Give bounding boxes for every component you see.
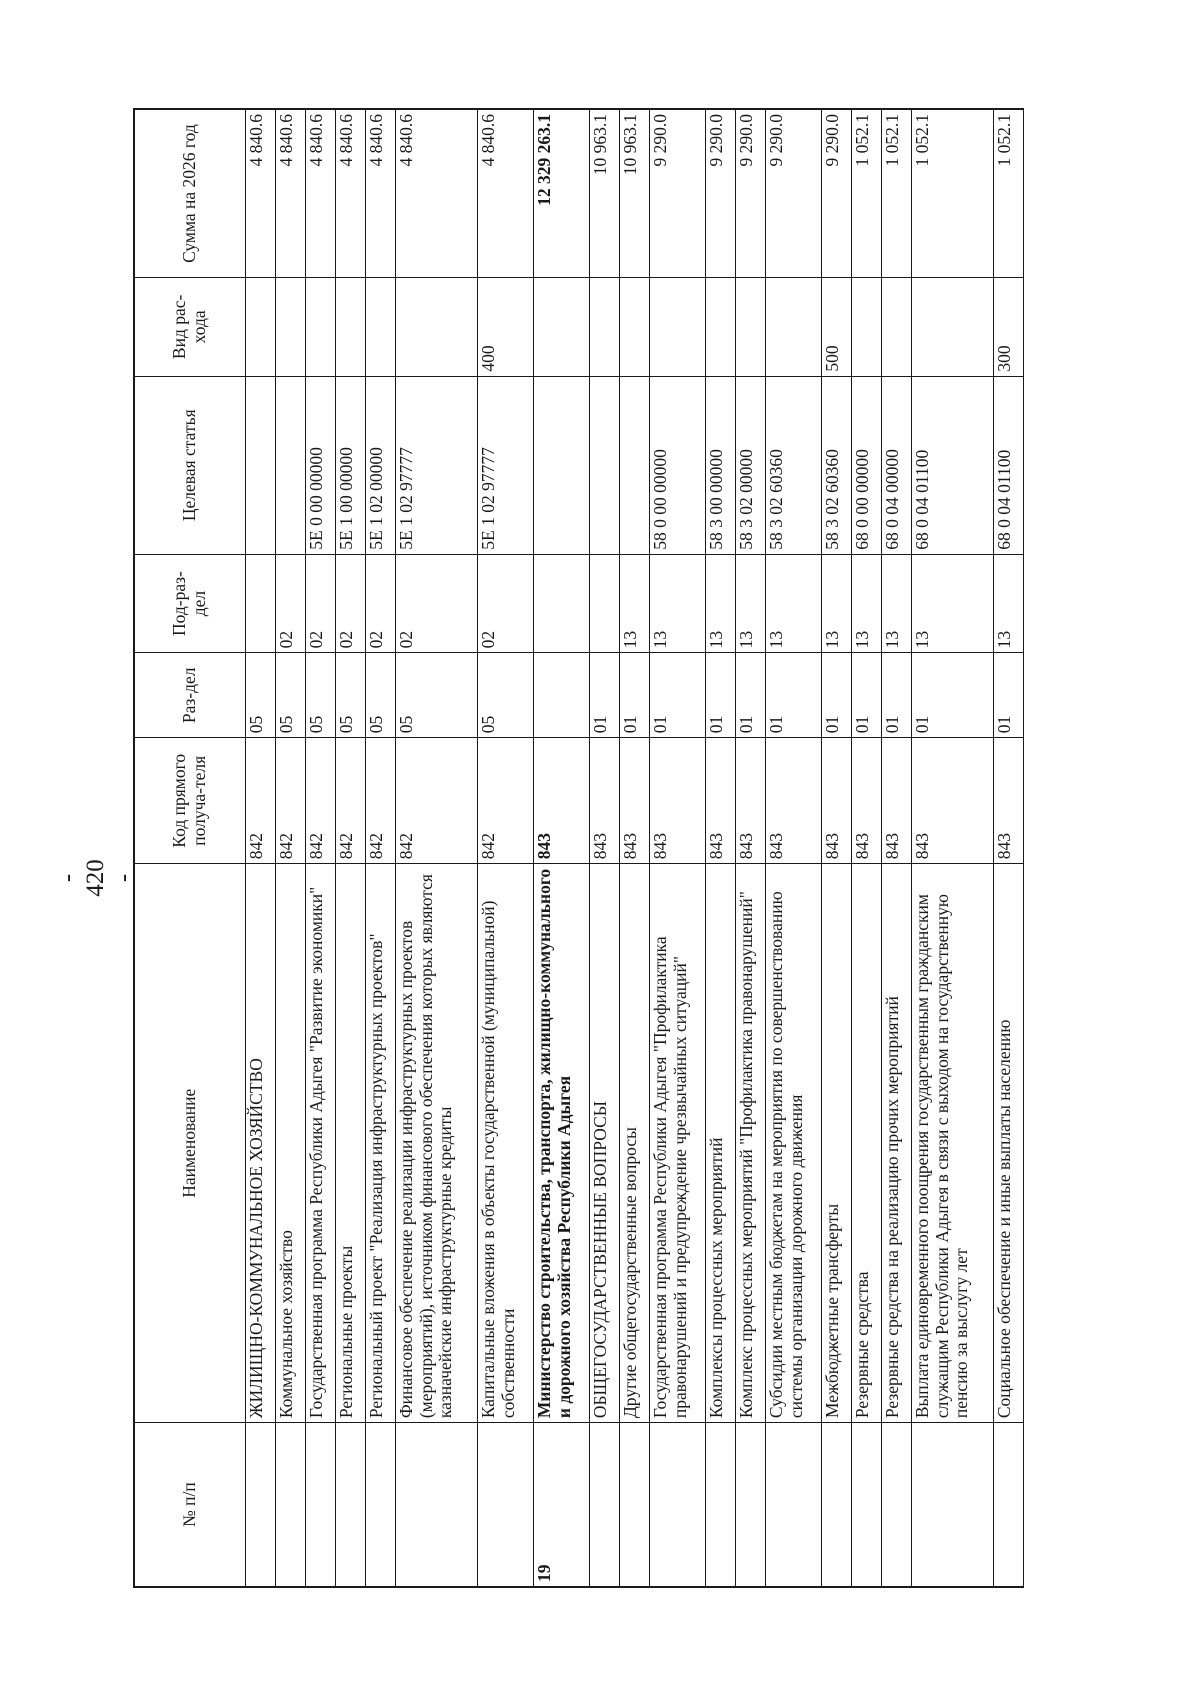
- cell-vid: [534, 278, 590, 377]
- cell-num: [994, 1423, 1024, 1587]
- cell-razdel: [534, 653, 590, 738]
- cell-name: Государственная программа Республики Адыгея "Профилактика правонарушений и предупреждение чрезвычайных ситуаций": [650, 864, 706, 1423]
- table-row: [246, 109, 276, 1587]
- cell-sum: 1 052.1: [882, 109, 912, 278]
- cell-name: Финансовое обеспечение реализации инфраструктурных проектов (мероприятий), источником финансового обеспечения которых являются казначейские инфраструктурные кредиты: [396, 864, 478, 1423]
- cell-code: 843: [650, 738, 706, 864]
- cell-sum: 4 840.6: [306, 109, 336, 278]
- table-row: [822, 109, 852, 1587]
- cell-razdel: 01: [882, 653, 912, 738]
- cell-code: 843: [736, 738, 766, 864]
- cell-razdel: 01: [912, 653, 994, 738]
- cell-podrazdel: 02: [276, 554, 306, 653]
- cell-vid: [766, 278, 822, 377]
- cell-razdel: 05: [306, 653, 336, 738]
- cell-num: [736, 1423, 766, 1587]
- cell-target: 58 3 02 60360: [822, 376, 852, 554]
- table-row: [912, 109, 994, 1587]
- cell-code: 842: [478, 738, 534, 864]
- cell-razdel: 01: [766, 653, 822, 738]
- cell-num: [766, 1423, 822, 1587]
- cell-name: Выплата единовременного поощрения государственным гражданским служащим Республики Адыгея в связи с выходом на государственную пенсию за выслугу лет: [912, 864, 994, 1423]
- cell-name: Министерство строительства, транспорта, жилищно-коммунального и дорожного хозяйства Республики Адыгея: [534, 864, 590, 1423]
- cell-razdel: 01: [590, 653, 620, 738]
- cell-name: Комплекс процессных мероприятий "Профилактика правонарушений": [736, 864, 766, 1423]
- cell-num: [912, 1423, 994, 1587]
- cell-sum: 1 052.1: [912, 109, 994, 278]
- cell-target: [534, 376, 590, 554]
- cell-target: [620, 376, 650, 554]
- cell-name: ОБЩЕГОСУДАРСТВЕННЫЕ ВОПРОСЫ: [590, 864, 620, 1423]
- cell-code: 843: [994, 738, 1024, 864]
- cell-podrazdel: [534, 554, 590, 653]
- cell-vid: [736, 278, 766, 377]
- header-razdel: Раз-дел: [134, 653, 246, 738]
- cell-podrazdel: 13: [736, 554, 766, 653]
- cell-vid: [882, 278, 912, 377]
- cell-code: 842: [396, 738, 478, 864]
- cell-vid: 500: [822, 278, 852, 377]
- cell-code: 843: [852, 738, 882, 864]
- cell-podrazdel: 13: [650, 554, 706, 653]
- cell-num: [246, 1423, 276, 1587]
- cell-code: 843: [766, 738, 822, 864]
- cell-sum: 9 290.0: [822, 109, 852, 278]
- header-vid: Вид рас-хода: [134, 278, 246, 377]
- cell-sum: 9 290.0: [650, 109, 706, 278]
- table-body: [246, 109, 1024, 1587]
- cell-num: [706, 1423, 736, 1587]
- cell-sum: 4 840.6: [276, 109, 306, 278]
- cell-target: 68 0 00 00000: [852, 376, 882, 554]
- cell-code: 843: [882, 738, 912, 864]
- cell-podrazdel: 13: [822, 554, 852, 653]
- table-row: [478, 109, 534, 1587]
- table-row: [882, 109, 912, 1587]
- header-num: № п/п: [134, 1423, 246, 1587]
- cell-vid: [590, 278, 620, 377]
- cell-podrazdel: [246, 554, 276, 653]
- cell-target: 68 0 04 00000: [882, 376, 912, 554]
- cell-vid: [912, 278, 994, 377]
- cell-num: [396, 1423, 478, 1587]
- cell-razdel: 05: [246, 653, 276, 738]
- table-row: [396, 109, 478, 1587]
- cell-code: 843: [590, 738, 620, 864]
- cell-code: 842: [336, 738, 366, 864]
- cell-num: 19: [534, 1423, 590, 1587]
- table-row: [736, 109, 766, 1587]
- cell-target: [246, 376, 276, 554]
- cell-target: [276, 376, 306, 554]
- table-row: [706, 109, 736, 1587]
- cell-razdel: 01: [650, 653, 706, 738]
- table-row: [994, 109, 1024, 1587]
- header-code: Код прямого получа-теля: [134, 738, 246, 864]
- cell-podrazdel: 13: [766, 554, 822, 653]
- cell-sum: 4 840.6: [396, 109, 478, 278]
- header-target: Целевая статья: [134, 376, 246, 554]
- cell-name: ЖИЛИЩНО-КОММУНАЛЬНОЕ ХОЗЯЙСТВО: [246, 864, 276, 1423]
- cell-vid: [366, 278, 396, 377]
- cell-target: 68 0 04 01100: [912, 376, 994, 554]
- cell-num: [620, 1423, 650, 1587]
- cell-name: Социальное обеспечение и иные выплаты населению: [994, 864, 1024, 1423]
- cell-razdel: 01: [706, 653, 736, 738]
- cell-num: [306, 1423, 336, 1587]
- cell-sum: 1 052.1: [994, 109, 1024, 278]
- cell-razdel: 01: [822, 653, 852, 738]
- table-row: [766, 109, 822, 1587]
- cell-code: 842: [366, 738, 396, 864]
- cell-razdel: 01: [736, 653, 766, 738]
- cell-num: [366, 1423, 396, 1587]
- cell-name: Другие общегосударственные вопросы: [620, 864, 650, 1423]
- cell-name: Межбюджетные трансферты: [822, 864, 852, 1423]
- cell-target: 5Е 1 02 00000: [366, 376, 396, 554]
- cell-num: [590, 1423, 620, 1587]
- cell-sum: 9 290.0: [736, 109, 766, 278]
- cell-name: Государственная программа Республики Адыгея "Развитие экономики": [306, 864, 336, 1423]
- budget-table: [133, 108, 1024, 1588]
- cell-num: [336, 1423, 366, 1587]
- cell-vid: [306, 278, 336, 377]
- cell-podrazdel: 13: [994, 554, 1024, 653]
- cell-num: [822, 1423, 852, 1587]
- cell-razdel: 05: [366, 653, 396, 738]
- cell-target: 58 3 02 60360: [766, 376, 822, 554]
- cell-target: 68 0 04 01100: [994, 376, 1024, 554]
- cell-target: 58 0 00 00000: [650, 376, 706, 554]
- cell-vid: [246, 278, 276, 377]
- cell-razdel: 05: [478, 653, 534, 738]
- cell-sum: 10 963.1: [590, 109, 620, 278]
- cell-sum: 4 840.6: [246, 109, 276, 278]
- cell-vid: [396, 278, 478, 377]
- cell-podrazdel: 13: [852, 554, 882, 653]
- cell-razdel: 01: [852, 653, 882, 738]
- cell-target: 5Е 0 00 00000: [306, 376, 336, 554]
- cell-name: Резервные средства: [852, 864, 882, 1423]
- cell-vid: [706, 278, 736, 377]
- table-header: [134, 109, 246, 1587]
- cell-num: [478, 1423, 534, 1587]
- cell-name: Субсидии местным бюджетам на мероприятия по совершенствованию системы организации дорожного движения: [766, 864, 822, 1423]
- cell-name: Капитальные вложения в объекты государственной (муниципальной) собственности: [478, 864, 534, 1423]
- cell-vid: [852, 278, 882, 377]
- cell-podrazdel: 13: [882, 554, 912, 653]
- table-row: [306, 109, 336, 1587]
- cell-code: 842: [276, 738, 306, 864]
- cell-sum: 9 290.0: [706, 109, 736, 278]
- cell-podrazdel: 13: [620, 554, 650, 653]
- cell-sum: 1 052.1: [852, 109, 882, 278]
- table-row: [620, 109, 650, 1587]
- cell-razdel: 01: [994, 653, 1024, 738]
- table-row: [534, 109, 590, 1587]
- cell-name: Комплексы процессных мероприятий: [706, 864, 736, 1423]
- cell-podrazdel: 02: [336, 554, 366, 653]
- cell-num: [276, 1423, 306, 1587]
- table-row: [852, 109, 882, 1587]
- cell-sum: 9 290.0: [766, 109, 822, 278]
- cell-vid: [620, 278, 650, 377]
- cell-podrazdel: 13: [706, 554, 736, 653]
- cell-target: 5Е 1 00 00000: [336, 376, 366, 554]
- cell-razdel: 05: [336, 653, 366, 738]
- table-row: [336, 109, 366, 1587]
- cell-sum: 4 840.6: [478, 109, 534, 278]
- cell-code: 843: [912, 738, 994, 864]
- table-row: [590, 109, 620, 1587]
- cell-razdel: 05: [396, 653, 478, 738]
- cell-podrazdel: 02: [306, 554, 336, 653]
- cell-target: 5Е 1 02 97777: [478, 376, 534, 554]
- table-row: [650, 109, 706, 1587]
- cell-target: [590, 376, 620, 554]
- cell-num: [882, 1423, 912, 1587]
- cell-code: 843: [534, 738, 590, 864]
- cell-target: 58 3 00 00000: [706, 376, 736, 554]
- page-number: - 420 -: [54, 859, 137, 897]
- cell-podrazdel: 02: [396, 554, 478, 653]
- cell-name: Региональный проект "Реализация инфраструктурных проектов": [366, 864, 396, 1423]
- header-podrazdel: Под-раз-дел: [134, 554, 246, 653]
- cell-num: [852, 1423, 882, 1587]
- cell-vid: [276, 278, 306, 377]
- cell-podrazdel: 02: [478, 554, 534, 653]
- cell-vid: 400: [478, 278, 534, 377]
- cell-razdel: 05: [276, 653, 306, 738]
- cell-sum: 4 840.6: [366, 109, 396, 278]
- cell-podrazdel: [590, 554, 620, 653]
- cell-vid: [650, 278, 706, 377]
- cell-code: 842: [306, 738, 336, 864]
- cell-num: [650, 1423, 706, 1587]
- cell-podrazdel: 02: [366, 554, 396, 653]
- cell-code: 843: [620, 738, 650, 864]
- budget-table-rotated: [133, 108, 1014, 1588]
- cell-target: 5Е 1 02 97777: [396, 376, 478, 554]
- cell-code: 842: [246, 738, 276, 864]
- cell-code: 843: [822, 738, 852, 864]
- cell-sum: 10 963.1: [620, 109, 650, 278]
- cell-name: Региональные проекты: [336, 864, 366, 1423]
- header-sum: Сумма на 2026 год: [134, 109, 246, 278]
- header-name: Наименование: [134, 864, 246, 1423]
- cell-podrazdel: 13: [912, 554, 994, 653]
- cell-name: Коммунальное хозяйство: [276, 864, 306, 1423]
- cell-vid: 300: [994, 278, 1024, 377]
- table-row: [276, 109, 306, 1587]
- cell-code: 843: [706, 738, 736, 864]
- cell-name: Резервные средства на реализацию прочих мероприятий: [882, 864, 912, 1423]
- cell-sum: 4 840.6: [336, 109, 366, 278]
- cell-sum: 12 329 263.1: [534, 109, 590, 278]
- cell-razdel: 01: [620, 653, 650, 738]
- table-row: [366, 109, 396, 1587]
- cell-target: 58 3 02 00000: [736, 376, 766, 554]
- cell-vid: [336, 278, 366, 377]
